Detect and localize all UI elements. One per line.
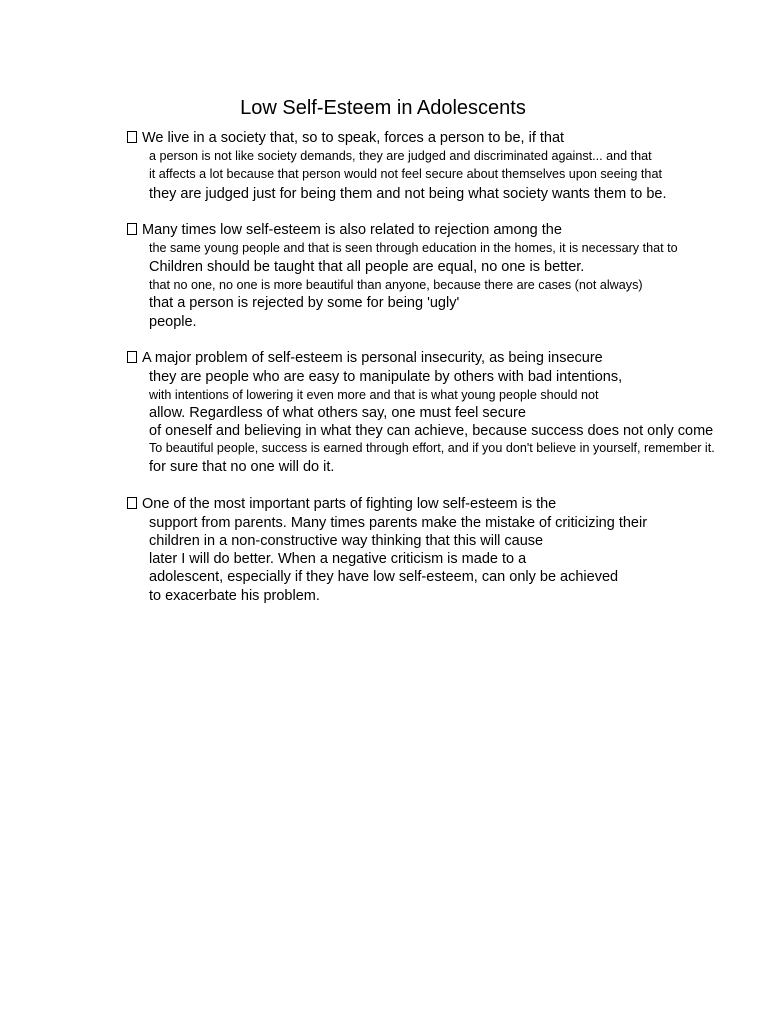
paragraph-1-line-2: a person is not like society demands, they are judged and discriminated against... and that	[149, 149, 652, 163]
line-text: A major problem of self-esteem is personal insecurity, as being insecure	[142, 350, 603, 366]
paragraph-2-line-4: that no one, no one is more beautiful than anyone, because there are cases (not always)	[149, 278, 643, 292]
line-text: We live in a society that, so to speak, forces a person to be, if that	[142, 130, 565, 146]
bullet-box-icon	[127, 131, 137, 143]
paragraph-2-line-2: the same young people and that is seen through education in the homes, it is necessary that to	[149, 241, 678, 255]
paragraph-2-line-5: that a person is rejected by some for being 'ugly'	[149, 295, 460, 311]
paragraph-4-line-5: adolescent, especially if they have low self-esteem, can only be achieved	[149, 569, 619, 585]
bullet-box-icon	[127, 223, 137, 235]
paragraph-4-line-2: support from parents. Many times parents make the mistake of criticizing their	[149, 515, 648, 531]
paragraph-2-line-1	[127, 221, 562, 239]
paragraph-1-line-4: they are judged just for being them and not being what society wants them to be.	[149, 186, 667, 202]
paragraph-3-line-2: they are people who are easy to manipulate by others with bad intentions,	[149, 369, 623, 385]
paragraph-3-line-4: allow. Regardless of what others say, one must feel secure	[149, 405, 526, 421]
bullet-box-icon	[127, 351, 137, 363]
document-title: Low Self-Esteem in Adolescents	[240, 97, 526, 119]
bullet-box-icon	[127, 497, 137, 509]
paragraph-2-line-3: Children should be taught that all people are equal, no one is better.	[149, 259, 585, 275]
paragraph-3-line-7: for sure that no one will do it.	[149, 459, 335, 475]
paragraph-4-line-3: children in a non-constructive way thinking that this will cause	[149, 533, 544, 549]
paragraph-4-line-4: later I will do better. When a negative criticism is made to a	[149, 551, 527, 567]
paragraph-1-line-3: it affects a lot because that person would not feel secure about themselves upon seeing that	[149, 167, 662, 181]
paragraph-3-line-5: of oneself and believing in what they can achieve, because success does not only come	[149, 423, 714, 439]
paragraph-3-line-1	[127, 349, 603, 367]
line-text: Many times low self-esteem is also related to rejection among the	[142, 222, 562, 238]
paragraph-4-line-1	[127, 495, 556, 513]
paragraph-4-line-6: to exacerbate his problem.	[149, 588, 320, 604]
paragraph-2-line-6: people.	[149, 314, 197, 330]
line-text: One of the most important parts of fighting low self-esteem is the	[142, 496, 557, 512]
paragraph-3-line-3: with intentions of lowering it even more and that is what young people should not	[149, 388, 599, 402]
paragraph-3-line-6: To beautiful people, success is earned through effort, and if you don't believe in yourself, remember it.	[149, 441, 715, 455]
paragraph-1-line-1	[127, 129, 564, 147]
